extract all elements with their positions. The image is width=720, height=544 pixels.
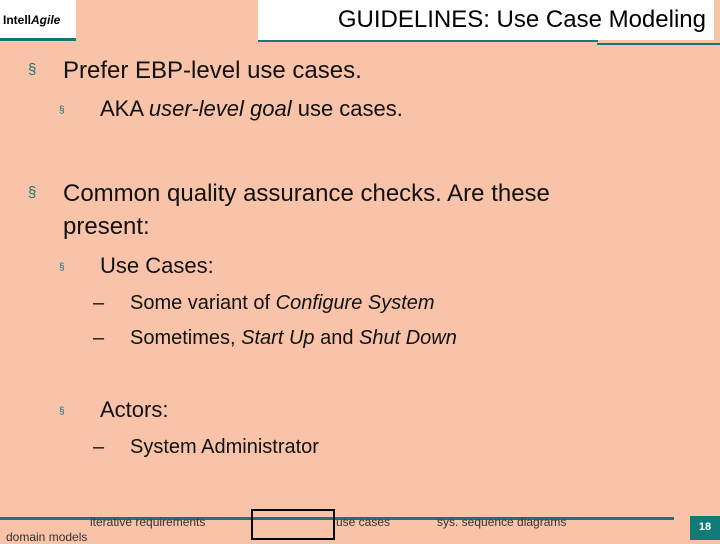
dash-item-2-middle: and	[314, 327, 359, 349]
actors-heading: Actors:	[100, 397, 169, 422]
header-rule-right	[597, 43, 720, 45]
sub-bullet-marker-2: §	[59, 262, 65, 273]
dash-marker-2: –	[93, 327, 105, 349]
bullet-marker-1: §	[28, 61, 37, 78]
dash-marker-3: –	[93, 436, 105, 458]
header-rule-left	[0, 38, 76, 41]
bullet-1-sub-text	[100, 96, 403, 122]
footer-item-use-cases: use cases	[336, 515, 391, 529]
footer-highlight-box	[251, 509, 335, 540]
footer-item-domain-models: domain models	[6, 530, 88, 544]
footer-item-iterative-requirements: iterative requirements	[90, 515, 206, 529]
logo	[3, 13, 60, 27]
dash-marker-1: –	[93, 292, 105, 314]
aka-suffix: use cases.	[291, 96, 403, 121]
sub-bullet-marker-1: §	[59, 105, 65, 116]
logo-part-1: Intell	[3, 13, 32, 27]
dash-item-system-administrator: System Administrator	[130, 436, 319, 458]
logo-box	[0, 0, 76, 40]
configure-system-term: Configure System	[275, 292, 435, 314]
bullet-2-line-1: Common quality assurance checks. Are these	[63, 180, 550, 207]
use-cases-heading: Use Cases:	[100, 253, 214, 278]
dash-item-1-prefix: Some variant of	[130, 292, 276, 314]
dash-item-start-up-shut-down	[130, 327, 457, 350]
footer-item-sys-sequence-diagrams: sys. sequence diagrams	[437, 515, 567, 529]
slide-title: GUIDELINES: Use Case Modeling	[337, 6, 706, 33]
bullet-2-line-2: present:	[63, 213, 150, 240]
bullet-1-text: Prefer EBP-level use cases.	[63, 57, 362, 84]
start-up-term: Start Up	[241, 327, 315, 349]
dash-item-2-prefix: Sometimes,	[130, 327, 242, 349]
dash-item-configure-system	[130, 292, 435, 315]
sub-bullet-marker-3: §	[59, 406, 65, 417]
header-rule-middle	[258, 40, 598, 42]
page-number: 18	[698, 521, 712, 533]
page-number-box	[690, 516, 720, 540]
logo-part-2: Agile	[31, 13, 61, 27]
shut-down-term: Shut Down	[359, 327, 457, 349]
aka-prefix: AKA	[100, 96, 149, 121]
title-box	[258, 0, 714, 40]
bullet-marker-2: §	[28, 184, 37, 201]
user-level-goal-term: user-level goal	[148, 96, 292, 121]
